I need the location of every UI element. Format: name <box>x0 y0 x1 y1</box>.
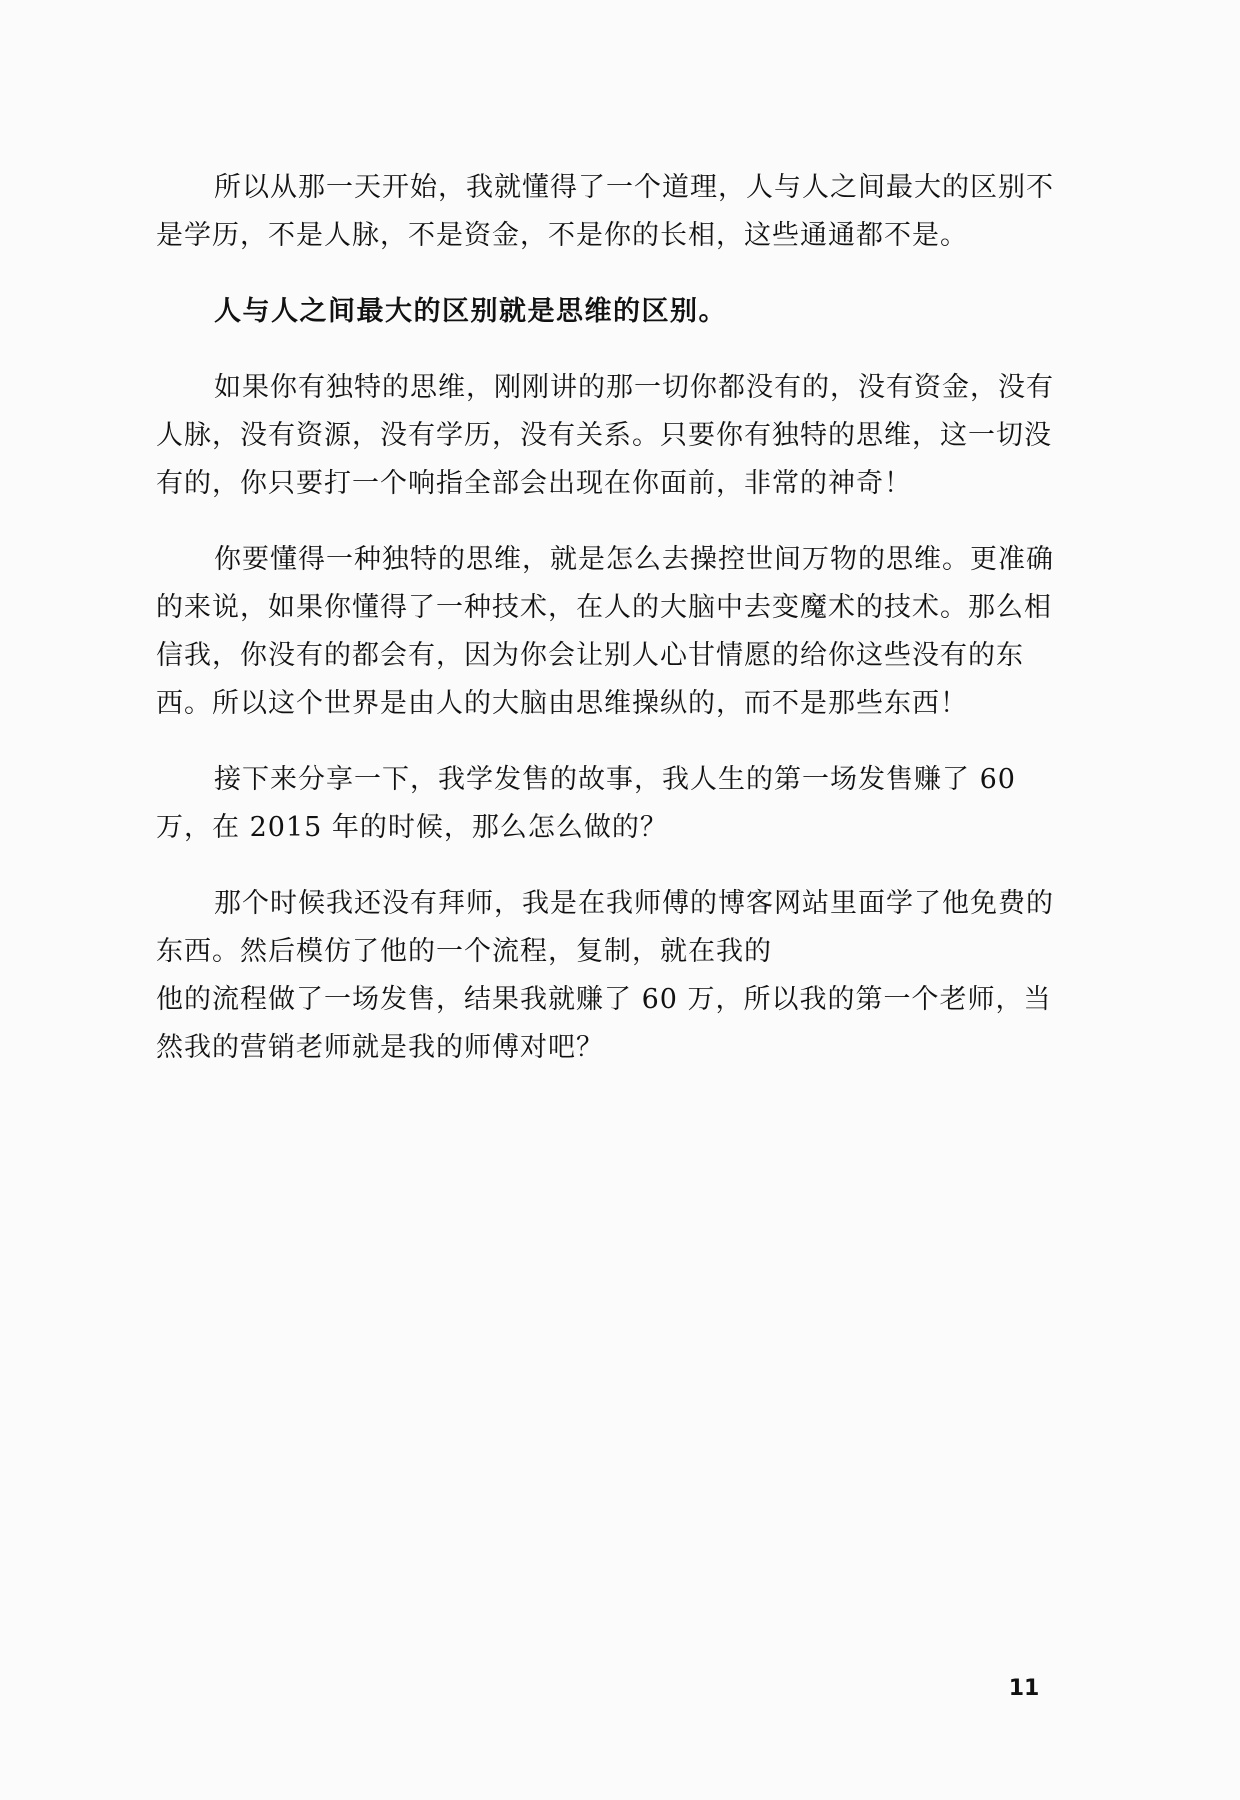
paragraph-6: 那个时候我还没有拜师，我是在我师傅的博客网站里面学了他免费的东西。然后模仿了他的一个流程，复制，就在我的 <box>156 888 1054 967</box>
paragraph-1: 所以从那一天开始，我就懂得了一个道理，人与人之间最大的区别不是学历，不是人脉，不是资金，不是你的长相，这些通通都不是。 <box>156 172 1054 251</box>
body-text <box>156 164 1056 1072</box>
page-number: 11 <box>1008 1676 1040 1701</box>
paragraph-7: 他的流程做了一场发售，结果我就赚了 60 万，所以我的第一个老师，当然我的营销老师就是我的师傅对吧？ <box>156 984 1052 1063</box>
paragraph-2-bold-heading: 人与人之间最大的区别就是思维的区别。 <box>214 296 727 327</box>
paragraph-3: 如果你有独特的思维，刚刚讲的那一切你都没有的，没有资金，没有人脉，没有资源，没有学历，没有关系。只要你有独特的思维，这一切没有的，你只要打一个响指全部会出现在你面前，非常的神奇！ <box>156 372 1054 499</box>
paragraph-4: 你要懂得一种独特的思维，就是怎么去操控世间万物的思维。更准确的来说，如果你懂得了一种技术，在人的大脑中去变魔术的技术。那么相信我，你没有的都会有，因为你会让别人心甘情愿的给你这些没有的东西。所以这个世界是由人的大脑由思维操纵的，而不是那些东西！ <box>156 544 1054 719</box>
paragraph-5: 接下来分享一下，我学发售的故事，我人生的第一场发售赚了 60 万，在 2015 年的时候，那么怎么做的？ <box>156 764 1016 843</box>
